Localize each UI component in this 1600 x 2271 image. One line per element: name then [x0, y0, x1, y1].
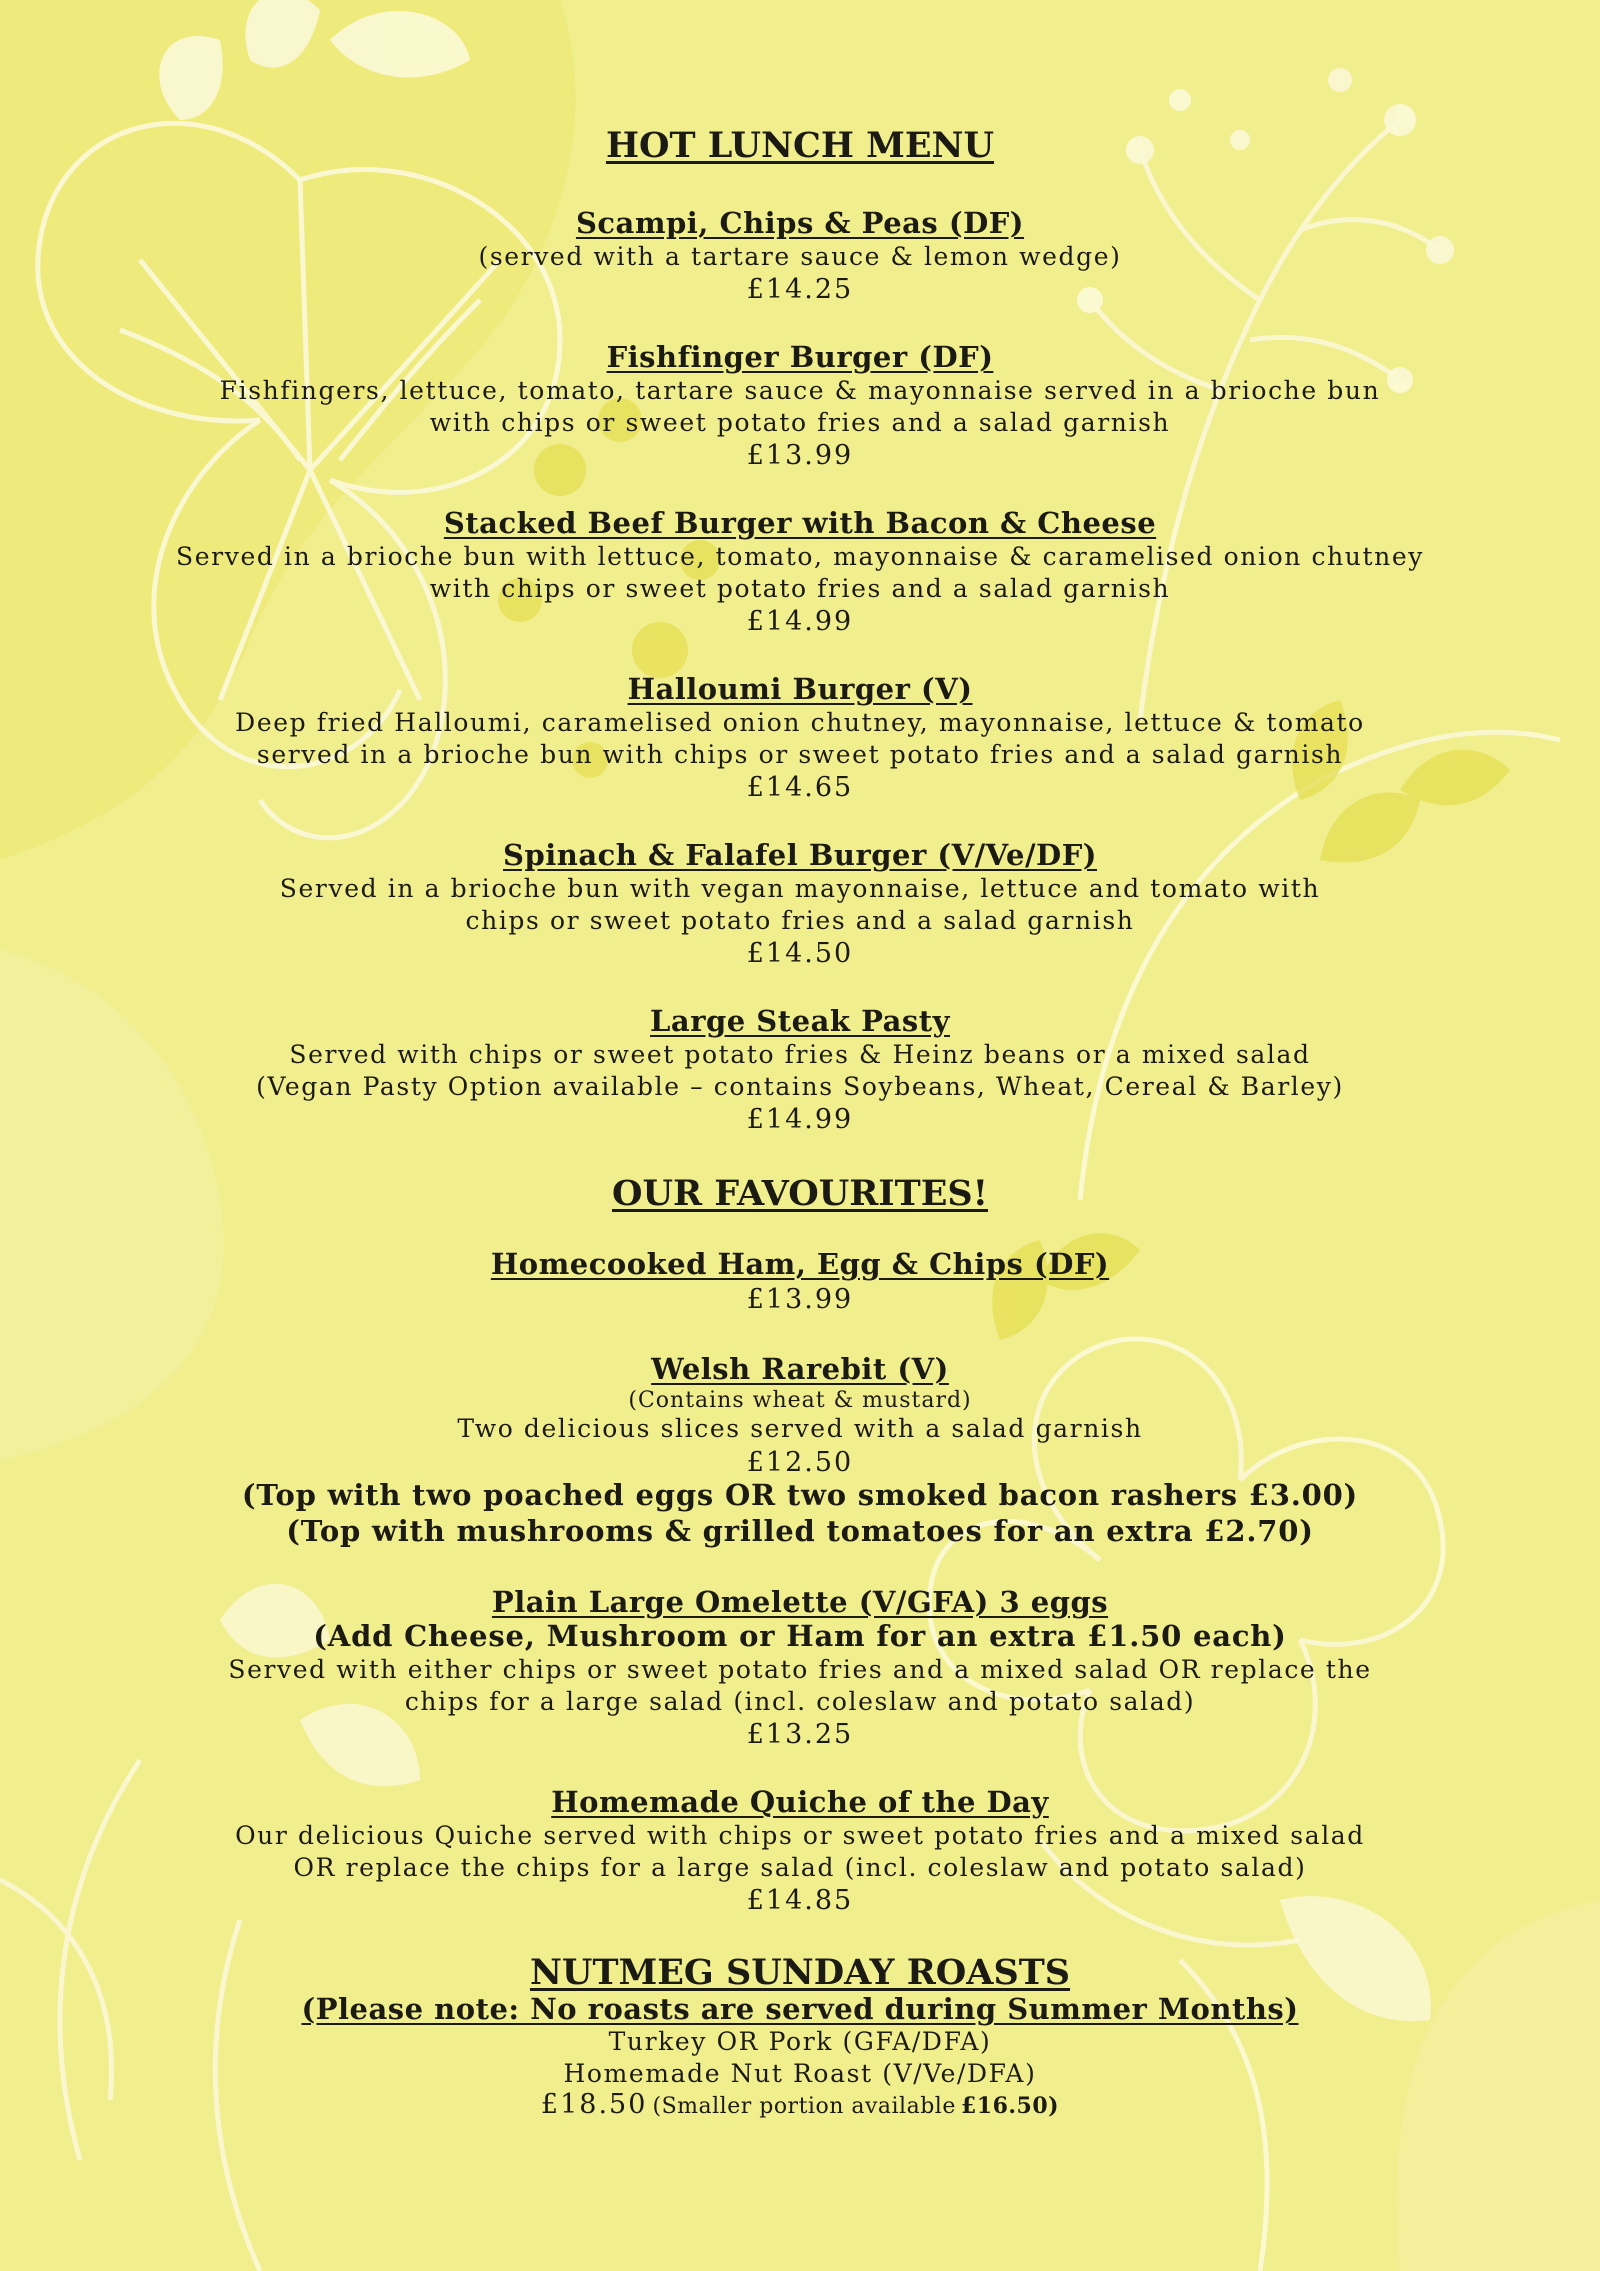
item-extra: (Add Cheese, Mushroom or Ham for an extra £1.50 each): [313, 1619, 1287, 1653]
smaller-portion-label: (Smaller portion available: [652, 2094, 956, 2119]
item-price: £13.25: [746, 1719, 854, 1750]
item-name: Plain Large Omelette (V/GFA) 3 eggs: [491, 1585, 1109, 1619]
item-description: (Vegan Pasty Option available – contains Soybeans, Wheat, Cereal & Barley): [256, 1072, 1344, 1101]
roast-price: £18.50: [540, 2089, 648, 2120]
item-description: OR replace the chips for a large salad (incl. coleslaw and potato salad): [293, 1853, 1307, 1882]
section-title-favourites: OUR FAVOURITES!: [611, 1173, 989, 1214]
item-price: £14.65: [746, 772, 854, 803]
item-price: £12.50: [746, 1447, 854, 1478]
item-price: £14.25: [746, 274, 854, 305]
item-name: Fishfinger Burger (DF): [606, 340, 994, 374]
item-price: £14.50: [746, 938, 854, 969]
item-name: Spinach & Falafel Burger (V/Ve/DF): [503, 838, 1097, 872]
roast-option: Turkey OR Pork (GFA/DFA): [608, 2027, 992, 2056]
item-name: Halloumi Burger (V): [627, 672, 973, 706]
item-description: chips or sweet potato fries and a salad garnish: [465, 906, 1135, 935]
item-description: with chips or sweet potato fries and a salad garnish: [429, 408, 1171, 437]
item-description: Fishfingers, lettuce, tomato, tartare sauce & mayonnaise served in a brioche bun: [219, 376, 1381, 405]
item-description: (served with a tartare sauce & lemon wedge): [478, 242, 1122, 271]
item-description: Served in a brioche bun with vegan mayonnaise, lettuce and tomato with: [279, 874, 1321, 903]
item-description: Our delicious Quiche served with chips or sweet potato fries and a mixed salad: [235, 1821, 1365, 1850]
item-description: chips for a large salad (incl. coleslaw and potato salad): [404, 1687, 1196, 1716]
smaller-portion-price: £16.50): [960, 2093, 1060, 2119]
section-title-roasts: NUTMEG SUNDAY ROASTS: [529, 1952, 1071, 1993]
roast-option: Homemade Nut Roast (V/Ve/DFA): [563, 2059, 1037, 2088]
item-extra: (Top with mushrooms & grilled tomatoes for an extra £2.70): [286, 1514, 1314, 1548]
item-price: £13.99: [746, 440, 854, 471]
item-description: served in a brioche bun with chips or sweet potato fries and a salad garnish: [256, 740, 1344, 769]
item-price: £14.85: [746, 1885, 854, 1916]
item-name: Homecooked Ham, Egg & Chips (DF): [490, 1247, 1110, 1281]
item-name: Welsh Rarebit (V): [651, 1352, 949, 1386]
item-description: Served with either chips or sweet potato fries and a mixed salad OR replace the: [228, 1655, 1372, 1684]
item-name: Homemade Quiche of the Day: [551, 1785, 1049, 1819]
item-name: Large Steak Pasty: [650, 1004, 950, 1038]
item-note: (Contains wheat & mustard): [628, 1388, 972, 1413]
roast-price-line: [0, 2091, 1600, 2118]
item-name: Scampi, Chips & Peas (DF): [575, 206, 1025, 240]
item-price: £14.99: [746, 1104, 854, 1135]
item-description: Served in a brioche bun with lettuce, tomato, mayonnaise & caramelised onion chutney: [176, 542, 1424, 571]
item-description: Deep fried Halloumi, caramelised onion chutney, mayonnaise, lettuce & tomato: [235, 708, 1365, 737]
item-extra: (Top with two poached eggs OR two smoked bacon rashers £3.00): [241, 1478, 1359, 1512]
item-description: Two delicious slices served with a salad garnish: [457, 1414, 1143, 1443]
item-name: Stacked Beef Burger with Bacon & Cheese: [443, 506, 1157, 540]
item-price: £13.99: [746, 1284, 854, 1315]
item-description: Served with chips or sweet potato fries & Heinz beans or a mixed salad: [289, 1040, 1311, 1069]
section-title-hot-lunch: HOT LUNCH MENU: [605, 125, 995, 166]
item-price: £14.99: [746, 606, 854, 637]
roasts-note: (Please note: No roasts are served during Summer Months): [301, 1992, 1299, 2026]
item-description: with chips or sweet potato fries and a salad garnish: [429, 574, 1171, 603]
